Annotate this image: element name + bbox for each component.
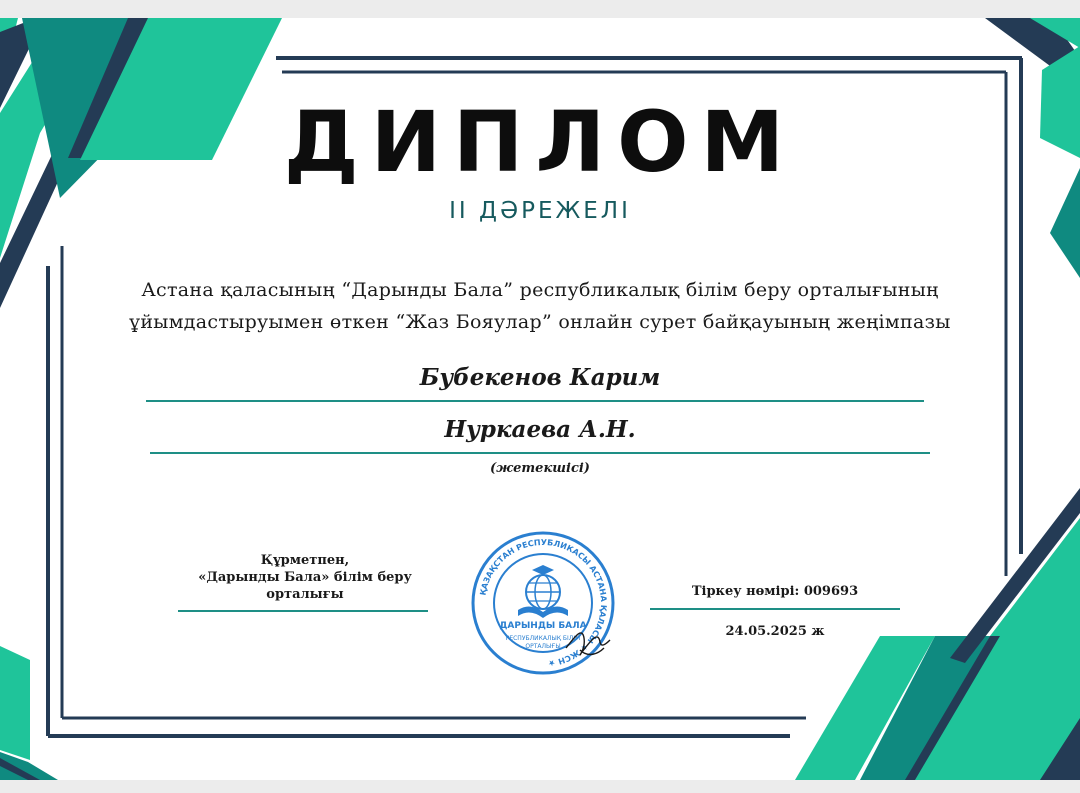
corner-shape (0, 646, 30, 760)
regards-underline (178, 610, 428, 612)
diploma-title: ДИПЛОМ (283, 93, 797, 191)
diploma-sheet (0, 18, 1080, 780)
seal-line-2: ОРТАЛЫҒЫ (525, 643, 561, 650)
description-line-2: ұйымдастыруымен өткен “Жаз Бояулар” онлайн сурет байқауының жеңімпазы (129, 311, 951, 333)
issue-date: 24.05.2025 ж (725, 624, 825, 639)
globe-book-emblem (518, 565, 568, 618)
description-line-1: Астана қаласының “Дарынды Бала” республикалық білім беру орталығының (141, 279, 939, 301)
degree-label: II ДӘРЕЖЕЛІ (449, 198, 631, 224)
winner-underline (146, 400, 924, 402)
regards-line-1: Құрметпен, (260, 553, 350, 568)
description-text (90, 274, 990, 338)
seal-name: ДАРЫНДЫ БАЛА (499, 621, 587, 631)
winner-name: Бубекенов Карим (419, 364, 661, 391)
regards-line-2: «Дарынды Бала» білім беру (198, 570, 412, 585)
leader-role: (жетекшісі) (490, 461, 590, 476)
seal-line-1: РЕСПУБЛИКАЛЫҚ БІЛІМ (505, 635, 581, 642)
official-seal (470, 530, 616, 676)
leader-name: Нуркаева А.Н. (444, 416, 636, 443)
registration-number: Тіркеу нөмірі: 009693 (691, 584, 859, 599)
leader-underline (150, 452, 930, 454)
regards-block (160, 552, 450, 603)
regards-line-3: орталығы (266, 587, 344, 602)
registration-underline (650, 608, 900, 610)
seal-ring-text: ҚАЗАҚСТАН РЕСПУБЛИКАСЫ АСТАНА ҚАЛАСЫ ★ ЖСН ★ (478, 537, 609, 668)
